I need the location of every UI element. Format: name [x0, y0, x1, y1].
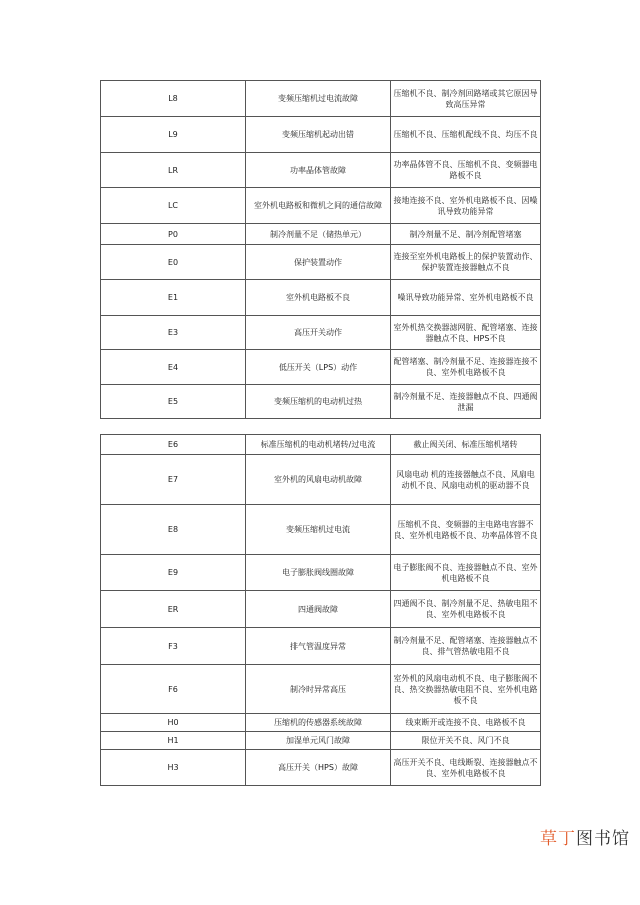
table-row: [101, 591, 541, 628]
table-row: [101, 280, 541, 316]
fault-description-cell: 加湿单元风门故障: [246, 732, 391, 750]
fault-description-cell: 四通阀故障: [246, 591, 391, 628]
fault-cause-cell: 线束断开或连接不良、电路板不良: [391, 714, 541, 732]
error-code-cell: P0: [101, 224, 246, 245]
error-code-table-2-body: [101, 435, 541, 786]
error-code-table-1-body: [101, 81, 541, 419]
error-code-cell: E0: [101, 245, 246, 280]
error-code-table-1: [100, 80, 541, 419]
error-code-cell: H3: [101, 750, 246, 786]
fault-cause-cell: 连接至室外机电路板上的保护装置动作、保护装置连接器触点不良: [391, 245, 541, 280]
fault-description-cell: 变频压缩机过电流: [246, 505, 391, 555]
fault-description-cell: 室外机电路板不良: [246, 280, 391, 316]
fault-cause-cell: 室外机热交换器滤网脏、配管堵塞、连接器触点不良、HPS不良: [391, 316, 541, 350]
fault-cause-cell: 电子膨胀阀不良、连接器触点不良、室外机电路板不良: [391, 555, 541, 591]
fault-cause-cell: 压缩机不良、压缩机配线不良、均压不良: [391, 117, 541, 153]
site-watermark: [540, 824, 630, 849]
fault-cause-cell: 制冷剂量不足、配管堵塞、连接器触点不良、排气管热敏电阻不良: [391, 628, 541, 665]
error-code-cell: E5: [101, 385, 246, 419]
error-code-cell: L9: [101, 117, 246, 153]
error-code-cell: E8: [101, 505, 246, 555]
error-code-cell: ER: [101, 591, 246, 628]
table-row: [101, 628, 541, 665]
fault-cause-cell: 噪讯导致功能异常、室外机电路板不良: [391, 280, 541, 316]
error-code-cell: E9: [101, 555, 246, 591]
fault-description-cell: 功率晶体管故障: [246, 153, 391, 188]
error-code-cell: LC: [101, 188, 246, 224]
fault-description-cell: 制冷时异常高压: [246, 665, 391, 714]
fault-cause-cell: 制冷剂量不足、连接器触点不良、四通阀泄漏: [391, 385, 541, 419]
fault-cause-cell: 功率晶体管不良、压缩机不良、变频器电路板不良: [391, 153, 541, 188]
fault-description-cell: 保护装置动作: [246, 245, 391, 280]
fault-cause-cell: 限位开关不良、风门不良: [391, 732, 541, 750]
fault-description-cell: 高压开关动作: [246, 316, 391, 350]
table-row: [101, 732, 541, 750]
fault-description-cell: 变频压缩机的电动机过热: [246, 385, 391, 419]
fault-description-cell: 电子膨胀阀线圈故障: [246, 555, 391, 591]
fault-description-cell: 低压开关（LPS）动作: [246, 350, 391, 385]
error-code-cell: L8: [101, 81, 246, 117]
fault-cause-cell: 压缩机不良、变频器的主电路电容器不良、室外机电路板不良、功率晶体管不良: [391, 505, 541, 555]
table-row: [101, 153, 541, 188]
table-row: [101, 665, 541, 714]
fault-cause-cell: 接地连接不良、室外机电路板不良、因噪讯导致功能异常: [391, 188, 541, 224]
fault-cause-cell: 截止阀关闭、标准压缩机堵转: [391, 435, 541, 455]
table-row: [101, 435, 541, 455]
error-code-cell: F6: [101, 665, 246, 714]
fault-cause-cell: 室外机的风扇电动机不良、电子膨胀阀不良、热交换器热敏电阻不良、室外机电路板不良: [391, 665, 541, 714]
error-code-cell: LR: [101, 153, 246, 188]
error-code-cell: H0: [101, 714, 246, 732]
fault-description-cell: 压缩机的传感器系统故障: [246, 714, 391, 732]
fault-cause-cell: 高压开关不良、电线断裂、连接器触点不良、室外机电路板不良: [391, 750, 541, 786]
fault-cause-cell: 风扇电动 机的连接器触点不良、风扇电动机不良、风扇电动机的驱动器不良: [391, 455, 541, 505]
error-code-table-2: [100, 434, 541, 786]
table-row: [101, 385, 541, 419]
watermark-brand: 草丁: [540, 829, 576, 849]
fault-cause-cell: 制冷剂量不足、制冷剂配管堵塞: [391, 224, 541, 245]
table-row: [101, 81, 541, 117]
table-row: [101, 316, 541, 350]
table-row: [101, 188, 541, 224]
table-row: [101, 750, 541, 786]
error-code-cell: E4: [101, 350, 246, 385]
fault-cause-cell: 压缩机不良、制冷剂回路堵或其它原因导致高压异常: [391, 81, 541, 117]
error-code-cell: E6: [101, 435, 246, 455]
fault-description-cell: 排气管温度异常: [246, 628, 391, 665]
table-row: [101, 555, 541, 591]
fault-cause-cell: 配管堵塞、制冷剂量不足、连接器连接不良、室外机电路板不良: [391, 350, 541, 385]
table-row: [101, 117, 541, 153]
error-code-cell: H1: [101, 732, 246, 750]
fault-description-cell: 标准压缩机的电动机堵转/过电流: [246, 435, 391, 455]
table-row: [101, 245, 541, 280]
error-code-cell: E3: [101, 316, 246, 350]
fault-description-cell: 变频压缩机过电流故障: [246, 81, 391, 117]
table-row: [101, 224, 541, 245]
table-row: [101, 714, 541, 732]
watermark-suffix: 图书馆: [576, 829, 630, 849]
error-code-cell: E7: [101, 455, 246, 505]
fault-description-cell: 高压开关（HPS）故障: [246, 750, 391, 786]
fault-description-cell: 变频压缩机起动出错: [246, 117, 391, 153]
fault-description-cell: 制冷剂量不足（储热单元）: [246, 224, 391, 245]
fault-description-cell: 室外机的风扇电动机故障: [246, 455, 391, 505]
table-row: [101, 505, 541, 555]
table-row: [101, 350, 541, 385]
error-code-cell: E1: [101, 280, 246, 316]
error-code-cell: F3: [101, 628, 246, 665]
fault-description-cell: 室外机电路板和微机之间的通信故障: [246, 188, 391, 224]
fault-cause-cell: 四通阀不良、制冷剂量不足、热敏电阻不良、室外机电路板不良: [391, 591, 541, 628]
table-row: [101, 455, 541, 505]
